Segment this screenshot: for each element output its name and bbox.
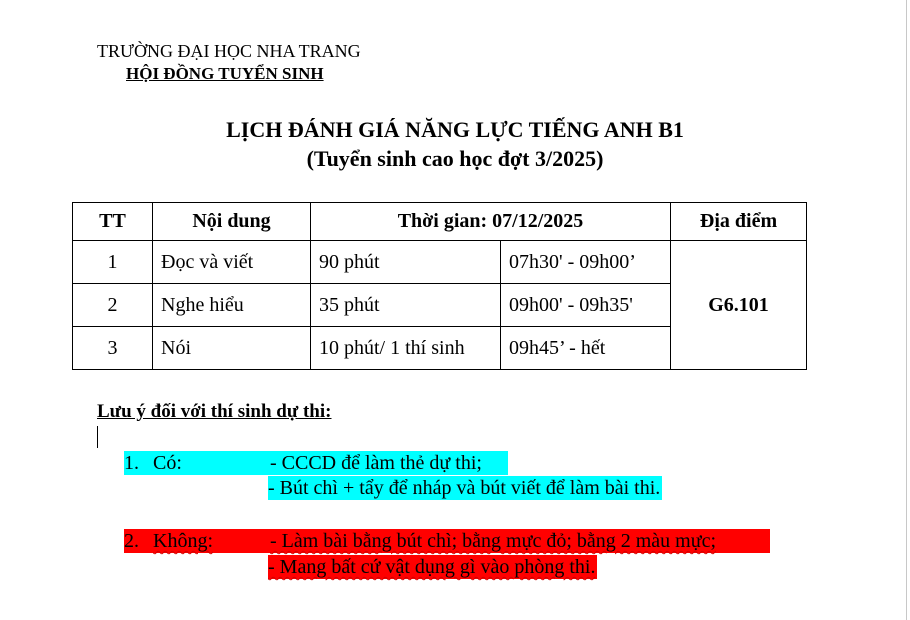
row-duration: 10 phút/ 1 thí sinh: [311, 327, 501, 370]
row-no: 2: [73, 284, 153, 327]
allowed-line-1: [124, 451, 508, 475]
forbidden-label: Không:: [153, 530, 213, 552]
row-no: 3: [73, 327, 153, 370]
allowed-item: - Bút chì + tẩy để nháp và bút viết để làm bài thi.: [268, 477, 661, 499]
allowed-line-2: [268, 476, 662, 500]
row-time: 09h45’ - hết: [501, 327, 671, 370]
document-title: LỊCH ĐÁNH GIÁ NĂNG LỰC TIẾNG ANH B1: [226, 117, 684, 142]
header-time: Thời gian: 07/12/2025: [311, 203, 671, 241]
row-content: Nghe hiểu: [153, 284, 311, 327]
location-cell: G6.101: [671, 241, 807, 370]
forbidden-line-2: [268, 555, 597, 579]
institution-name: TRƯỜNG ĐẠI HỌC NHA TRANG: [97, 41, 361, 61]
table-row: [73, 241, 807, 284]
row-duration: 35 phút: [311, 284, 501, 327]
notes-title: Lưu ý đối với thí sinh dự thi:: [97, 401, 332, 422]
allowed-label: Có:: [153, 452, 182, 474]
header-location: Địa điểm: [671, 203, 807, 241]
row-time: 07h30' - 09h00’: [501, 241, 671, 284]
row-time: 09h00' - 09h35': [501, 284, 671, 327]
forbidden-number: 2.: [124, 530, 139, 552]
page-edge-rule: [906, 0, 907, 620]
row-content: Đọc và viết: [153, 241, 311, 284]
council-name: HỘI ĐỒNG TUYỂN SINH: [126, 64, 324, 83]
forbidden-item: - Làm bài bằng bút chì; bằng mực đỏ; bằng 2 màu mực;: [270, 530, 717, 552]
forbidden-line-1: [124, 529, 770, 553]
row-duration: 90 phút: [311, 241, 501, 284]
allowed-number: 1.: [124, 452, 139, 474]
allowed-item: - CCCD để làm thẻ dự thi;: [270, 452, 482, 474]
text-cursor: [97, 426, 98, 448]
header-no: TT: [73, 203, 153, 241]
row-content: Nói: [153, 327, 311, 370]
schedule-table: [72, 202, 807, 370]
document-subtitle: (Tuyển sinh cao học đợt 3/2025): [306, 146, 604, 171]
row-no: 1: [73, 241, 153, 284]
table-header-row: [73, 203, 807, 241]
header-content: Nội dung: [153, 203, 311, 241]
forbidden-item: - Mang bất cứ vật dụng gì vào phòng thi.: [268, 556, 596, 578]
